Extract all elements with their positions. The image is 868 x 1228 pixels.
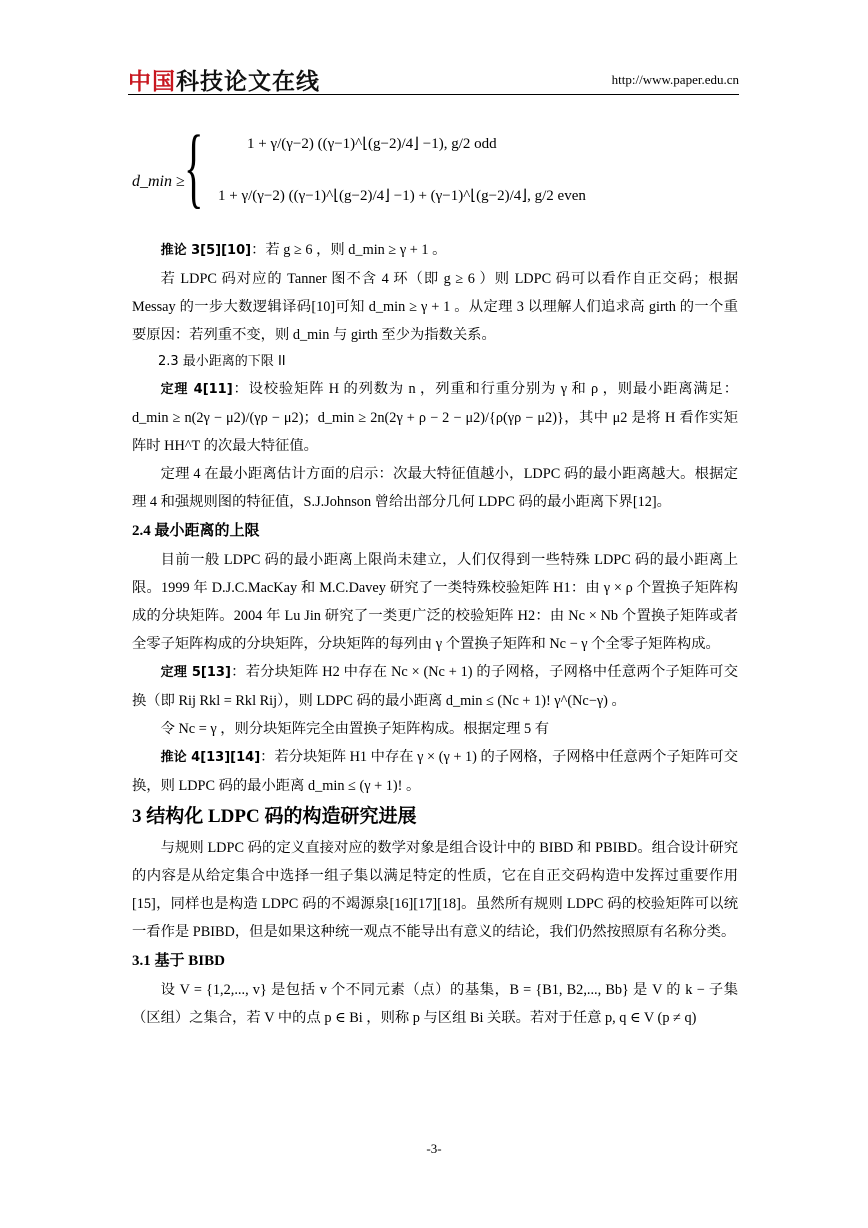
paragraph-text: 3.1 基于 BIBD (132, 953, 225, 969)
paragraph (132, 460, 738, 516)
body-text (132, 236, 738, 1032)
paragraph-text: ：若 g ≥ 6 ，则 d_min ≥ γ + 1 。 (251, 242, 447, 258)
paragraph-text: ：若分块矩阵 H2 中存在 Nc × (Nc + 1) 的子网格，子网格中任意两个子矩阵可交换（即 Rij Rkl = Rkl Rij），则 LDPC 码的最小距离 d_min ≤ (Nc + 1)! γ^(Nc−γ) 。 (132, 664, 739, 709)
paragraph-text: 若 LDPC 码对应的 Tanner 图不含 4 环（即 g ≥ 6 ）则 LDPC 码可以看作自正交码；根据 Messay 的一步大数逻辑译码[10]可知 d_min ≥ γ + 1 。从定理 3 以理解人们追求高 girth 的一个重要原因：若列重不变，则 d_min 与 girth 至少为指数关系。 (132, 271, 738, 343)
subsubsection-heading (132, 349, 738, 375)
section-heading (132, 800, 738, 834)
page-number: -3- (426, 1141, 442, 1156)
paragraph (132, 265, 738, 349)
paragraph (132, 546, 738, 658)
paragraph (132, 715, 738, 743)
formula-row-even: 1 + γ/(γ−2) ((γ−1)^⌊(g−2)/4⌋ −1) + (γ−1)^⌊(g−2)/4⌋, g/2 even (218, 188, 586, 204)
theorem-label: 定理 4[11] (160, 382, 233, 397)
paragraph-text: ：若分块矩阵 H1 中存在 γ × (γ + 1) 的子网格，子网格中任意两个子矩阵可交换，则 LDPC 码的最小距离 d_min ≤ (γ + 1)! 。 (132, 749, 738, 794)
formula-lhs: d_min ≥ (132, 173, 185, 190)
formula-brace: { (184, 118, 204, 217)
paragraph-text: ：设校验矩阵 H 的列数为 n ，列重和行重分别为 γ 和 ρ ，则最小距离满足：d_min ≥ n(2γ − μ2)/(γρ − μ2)；d_min ≥ 2n(2γ + ρ − 2 − μ2)/{ρ(γρ − μ2)}，其中 μ2 是将 H 看作实矩阵时 HH^T 的次最大特征值。 (132, 381, 738, 454)
paragraph (132, 834, 738, 946)
dmin-formula (132, 116, 738, 236)
paragraph-text: 令 Nc = γ ，则分块矩阵完全由置换子矩阵构成。根据定理 5 有 (160, 721, 550, 737)
paragraph-text: 2.4 最小距离的上限 (132, 523, 260, 539)
paragraph (132, 236, 738, 265)
header-rule (128, 94, 739, 95)
theorem-label: 推论 4[13][14] (160, 750, 261, 765)
theorem-label: 推论 3[5][10] (160, 243, 252, 258)
paragraph (132, 743, 738, 800)
paragraph-text: 与规则 LDPC 码的定义直接对应的数学对象是组合设计中的 BIBD 和 PBIBD。组合设计研究的内容是从给定集合中选择一组子集以满足特定的性质，它在自正交码构造中发挥过重要作用[15]，同样也是构造 LDPC 码的不竭源泉[16][17][18]。虽然所有规则 LDPC 码的校验矩阵可以统一看作是 PBIBD，但是如果这种统一观点不能导出有意义的结论，我们仍然按照原有名称分类。 (132, 840, 738, 940)
journal-logo (128, 63, 320, 96)
subsection-heading (132, 516, 738, 546)
subsection-heading (132, 946, 738, 976)
paragraph (132, 976, 738, 1032)
paragraph-text: 定理 4 在最小距离估计方面的启示：次最大特征值越小，LDPC 码的最小距离越大。根据定理 4 和强规则图的特征值，S.J.Johnson 曾给出部分几何 LDPC 码的最小距离下界[12]。 (132, 466, 738, 510)
page-content (132, 100, 738, 1032)
paragraph (132, 375, 738, 460)
paragraph-text: 2.3 最小距离的下限 II (158, 354, 286, 369)
theorem-label: 定理 5[13] (160, 665, 231, 680)
paragraph-text: 设 V = {1,2,..., v} 是包括 v 个不同元素（点）的基集，B = {B1, B2,..., Bb} 是 V 的 k − 子集（区组）之集合，若 V 中的点 p ∈ Bi ，则称 p 与区组 Bi 关联。若对于任意 p, q ∈ V (p ≠ q) (132, 982, 738, 1026)
paragraph-text: 3 结构化 LDPC 码的构造研究进展 (132, 806, 417, 827)
header-url[interactable]: http://www.paper.edu.cn (611, 72, 739, 87)
formula-row-odd: 1 + γ/(γ−2) ((γ−1)^⌊(g−2)/4⌋ −1), g/2 odd (247, 136, 497, 152)
paragraph-text: 目前一般 LDPC 码的最小距离上限尚未建立，人们仅得到一些特殊 LDPC 码的最小距离上限。1999 年 D.J.C.MacKay 和 M.C.Davey 研究了一类特殊校验矩阵 H1：由 γ × ρ 个置换子矩阵构成的分块矩阵。2004 年 Lu Jin 研究了一类更广泛的校验矩阵 H2：由 Nc × Nb 个置换子矩阵或者全零子矩阵构成的分块矩阵，分块矩阵的每列由 γ 个置换子矩阵和 Nc − γ 个全零子矩阵构成。 (132, 552, 738, 652)
logo-red-text: 中国 (128, 69, 176, 95)
logo-black-text: 科技论文在线 (176, 69, 320, 95)
paragraph (132, 658, 738, 715)
